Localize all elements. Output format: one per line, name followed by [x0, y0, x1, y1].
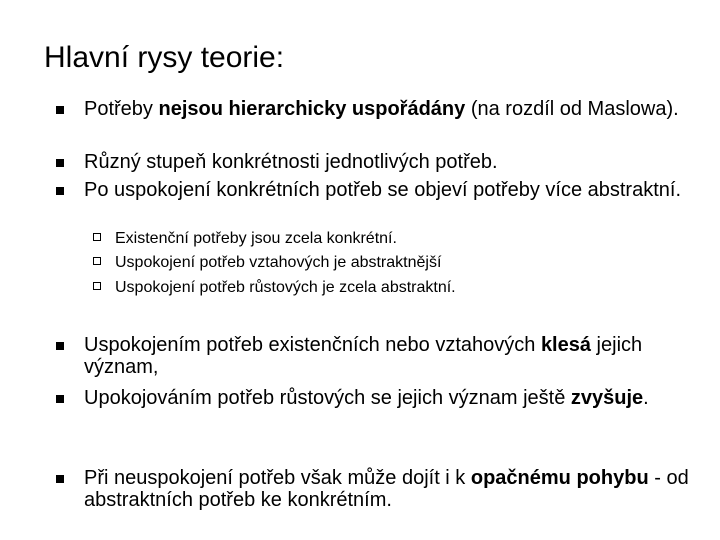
hollow-square-bullet-icon — [93, 257, 101, 265]
sub-list-item-text: Existenční potřeby jsou zcela konkrétní. — [115, 230, 397, 247]
list-item-text: Upokojováním potřeb růstových se jejich význam ještě zvyšuje. — [84, 387, 649, 409]
square-bullet-icon — [56, 187, 64, 195]
list-item-text: Různý stupeň konkrétnosti jednotlivých potřeb. — [84, 151, 498, 173]
list-item-text: Potřeby nejsou hierarchicky uspořádány (na rozdíl od Maslowa). — [84, 98, 679, 120]
hollow-square-bullet-icon — [93, 282, 101, 290]
square-bullet-icon — [56, 475, 64, 483]
hollow-square-bullet-icon — [93, 233, 101, 241]
list-item-text: Uspokojením potřeb existenčních nebo vztahových klesá jejich význam, — [84, 334, 643, 378]
square-bullet-icon — [56, 159, 64, 167]
square-bullet-icon — [56, 395, 64, 403]
slide-title: Hlavní rysy teorie: — [44, 41, 285, 74]
square-bullet-icon — [56, 342, 64, 350]
list-item-text: Po uspokojení konkrétních potřeb se objeví potřeby více abstraktní. — [84, 179, 682, 201]
square-bullet-icon — [56, 106, 64, 114]
sub-list-item-text: Uspokojení potřeb vztahových je abstraktnější — [115, 254, 442, 271]
list-item-text: Při neuspokojení potřeb však může dojít i k opačnému pohybu - od abstraktních potřeb ke konkrétním. — [84, 467, 689, 511]
sub-list-item-text: Uspokojení potřeb růstových je zcela abstraktní. — [115, 279, 456, 296]
